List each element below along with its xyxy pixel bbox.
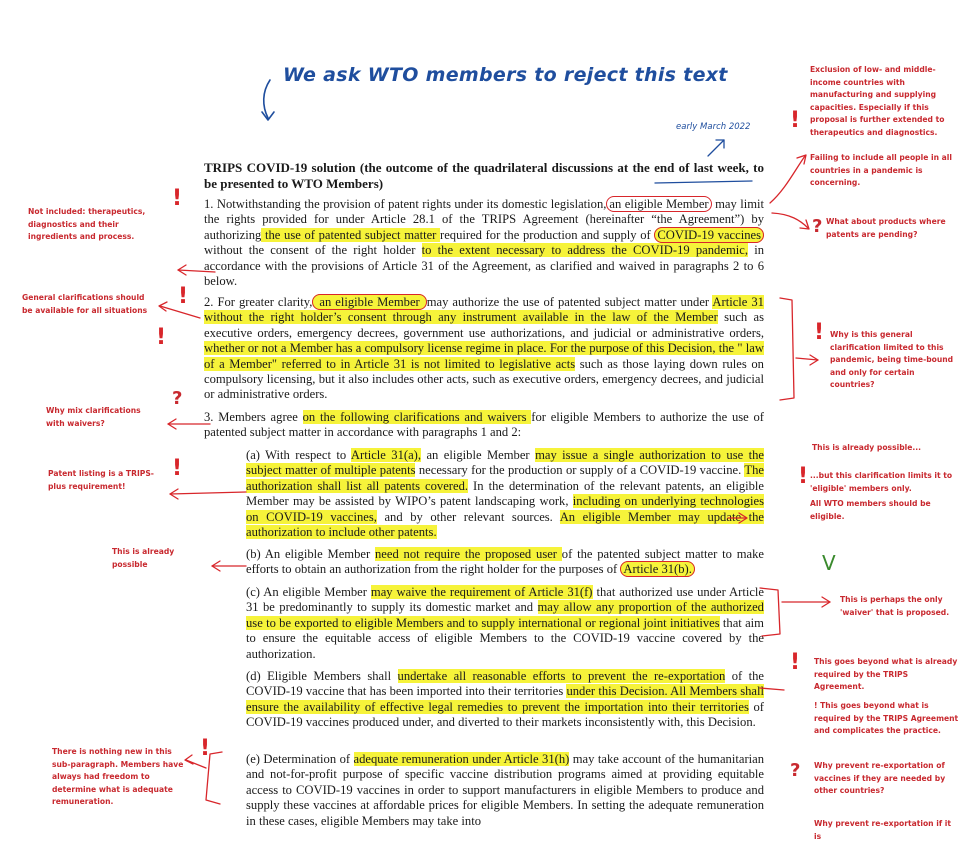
pa-text-b: an eligible Member xyxy=(421,448,536,462)
exclaim-mark: ! xyxy=(814,320,825,345)
exclaim-mark: ! xyxy=(156,325,167,350)
p1-highlight-subject-matter: the use of patented subject matter xyxy=(261,227,441,242)
pa-highlight-list-patents: The authorization shall list all patents covered. xyxy=(246,463,764,493)
pa-text-e: and by other relevant sources. xyxy=(376,509,560,524)
p1-text-e: in accordance with the provisions of Article 31 of the Agreement, as clarified and waived in paragraphs 2 to 6 below. xyxy=(204,243,764,289)
p1-highlight-vaccines: COVID-19 vaccines xyxy=(654,227,764,243)
pa-text-a: (a) With respect to xyxy=(246,448,351,462)
left-note-patent-listing: Patent listing is a TRIPS-plus requirement! xyxy=(48,469,154,491)
pa-highlight-article31a: Article 31(a), xyxy=(350,448,422,462)
pe-highlight-remuneration: adequate remuneration under Article 31(h) xyxy=(353,752,570,766)
pa-highlight-underlying-tech: including on underlying technologies on COVID-19 vaccines, xyxy=(246,494,764,524)
left-note-already-possible: This is already possible xyxy=(112,547,175,569)
left-note-not-included: Not included: therapeutics, diagnostics and their ingredients and process. xyxy=(28,207,146,242)
p1-text-a: 1. Notwithstanding the provision of patent rights under its domestic legislation, xyxy=(204,197,607,211)
pd-highlight-reexportation: undertake all reasonable efforts to prevent the re-exportation xyxy=(397,669,726,683)
p2-highlight-compulsory: whether or not a Member has a compulsory license regime in place. For the purpose of this Decision, the " law of a Member" referred to in Article 31 is not limited to legislative acts xyxy=(204,341,764,371)
question-mark: ? xyxy=(790,760,801,781)
pa-highlight-single-authorization: may issue a single authorization to use the subject matter of multiple patents xyxy=(246,448,765,478)
pc-highlight-waive: may waive the requirement of Article 31(f) xyxy=(370,585,593,599)
p2-circled-eligible-member: an eligible Member xyxy=(312,294,426,310)
pc-text-b: that authorized use under Article 31 be predominantly to supply its domestic market and xyxy=(246,585,764,615)
right-note-why-prevent-cut: Why prevent re-exportation if it is xyxy=(814,819,952,841)
exclaim-mark: ! xyxy=(790,650,801,675)
exclaim-mark: ! xyxy=(172,456,183,481)
right-note-already-possible: This is already possible... xyxy=(812,443,922,452)
p3-highlight-clarifications: on the following clarifications and waivers xyxy=(302,410,532,424)
left-note-mix-clarifications: Why mix clarifications with waivers? xyxy=(46,406,141,428)
pd-highlight-remedies: under this Decision. All Members shall ensure the availability of effective legal remedies to prevent the importation into their territories xyxy=(246,684,764,714)
pc-text-c: that aim to ensure the equitable access of eligible Members to the COVID-19 vaccine covered by the authorization. xyxy=(246,615,764,661)
pb-text-a: (b) An eligible Member xyxy=(246,547,375,561)
question-mark: ? xyxy=(812,216,823,237)
right-note-all-eligible: All WTO members should be eligible. xyxy=(810,499,931,521)
p3-text-a: 3. Members agree xyxy=(204,410,303,424)
pb-highlight-proposed-user: need not require the proposed user xyxy=(374,547,562,561)
pa-highlight-update: An eligible Member may update the authorization to include other patents. xyxy=(246,509,764,540)
p1-text-d: without the consent of the right holder xyxy=(204,243,422,258)
pd-text-b: of the COVID-19 vaccine that has been imported into their territories xyxy=(246,669,764,699)
right-note-beyond-required: This goes beyond what is already required by the TRIPS Agreement. xyxy=(814,657,958,692)
p2-text-d: such as those laying down rules on compulsory licensing, but it also includes other acts, such as executive orders, emergency decrees, and judicial or administrative orders. xyxy=(204,356,764,402)
pb-circled-article31b: Article 31(b). xyxy=(620,561,695,577)
p1-text-c: required for the production and supply of xyxy=(440,227,655,242)
pa-text-c: necessary for the production or supply of a COVID-19 vaccine. xyxy=(415,463,745,478)
pa-text-d: In the determination of the relevant patents, an eligible Member may be assisted by WIPO’s patent landscaping work, xyxy=(246,478,764,509)
exclaim-mark: ! xyxy=(790,108,801,133)
right-note-complicates: ! This goes beyond what is required by the TRIPS Agreement and complicates the practice. xyxy=(814,701,959,736)
pe-text-a: (e) Determination of xyxy=(246,752,354,766)
exclaim-mark: ! xyxy=(200,736,211,761)
right-note-failing: Failing to include all people in all countries in a pandemic is concerning. xyxy=(810,153,952,188)
left-note-nothing-new: There is nothing new in this sub-paragraph. Members have always had freedom to determine what is adequate remuneration. xyxy=(52,747,184,807)
right-note-why-general: Why is this general clarification limited to this pandemic, being time-bound and only for certain countries? xyxy=(830,330,954,390)
p2-highlight-article31: Article 31 without the right holder’s consent through any instrument available in the law of the Member xyxy=(204,295,764,325)
pd-text-a: (d) Eligible Members shall xyxy=(246,669,398,683)
exclaim-mark: ! xyxy=(178,284,189,309)
p2-text-a: 2. For greater clarity, xyxy=(204,295,313,309)
right-note-exclusion: Exclusion of low- and middle-income countries with manufacturing and supplying capacities. Especially if this proposal is further extended to therapeutics and diagnostics. xyxy=(810,65,945,137)
page-title: We ask WTO members to reject this text xyxy=(283,64,728,86)
pb-text-b: of the patented subject matter to make efforts to obtain an authorization from the right holder for the purposes of xyxy=(246,547,764,577)
right-note-pending: What about products where patents are pending? xyxy=(826,217,946,239)
exclaim-mark: ! xyxy=(172,186,183,211)
pc-highlight-export: may allow any proportion of the authorized use to be exported to eligible Members and to supply international or regional joint initiatives xyxy=(246,600,764,630)
exclaim-mark: ! xyxy=(798,464,809,489)
right-note-limits-eligible: ...but this clarification limits it to 'eligible' members only. xyxy=(810,471,953,493)
left-note-general-clarifications: General clarifications should be available for all situations xyxy=(22,293,148,315)
p2-text-c: such as executive orders, emergency decrees, government use authorizations, and judicial or administrative orders, xyxy=(204,310,765,340)
pe-text-b: may take account of the humanitarian and not-for-profit purpose of specific vaccine distribution programs aimed at providing equitable access to COVID-19 vaccines in order to support manufacturers in eligible Members to produce and supply these vaccines at affordable prices for eligible Members. In setting the adequate remuneration in these cases, eligible Members may take into xyxy=(246,752,765,828)
p2-text-b: may authorize the use of patented subject matter under xyxy=(426,295,713,309)
check-mark: V xyxy=(822,551,836,575)
document-heading: TRIPS COVID-19 solution (the outcome of the quadrilateral discussions at the end of last week, to be presented to WTO Members) xyxy=(204,160,764,191)
question-mark: ? xyxy=(172,388,183,409)
p1-text-b: may limit the rights provided for under Article 28.1 of the TRIPS Agreement (hereinafter “the Agreement”) by authorizing xyxy=(204,197,765,242)
p1-circled-eligible-member: an eligible Member xyxy=(606,196,711,212)
p1-highlight-pandemic: to the extent necessary to address the COVID-19 pandemic, xyxy=(421,243,748,258)
p3-text-b: for eligible Members to authorize the use of patented subject matter in accordance with paragraphs 1 and 2: xyxy=(204,410,764,440)
date-note: early March 2022 xyxy=(676,122,751,132)
right-note-why-prevent: Why prevent re-exportation of vaccines if they are needed by other countries? xyxy=(814,761,946,796)
pc-text-a: (c) An eligible Member xyxy=(246,585,371,599)
pd-text-c: of COVID-19 vaccines produced under, and diverted to their markets inconsistently with, this Decision. xyxy=(246,699,764,730)
right-note-only-waiver: This is perhaps the only 'waiver' that is proposed. xyxy=(840,595,950,617)
